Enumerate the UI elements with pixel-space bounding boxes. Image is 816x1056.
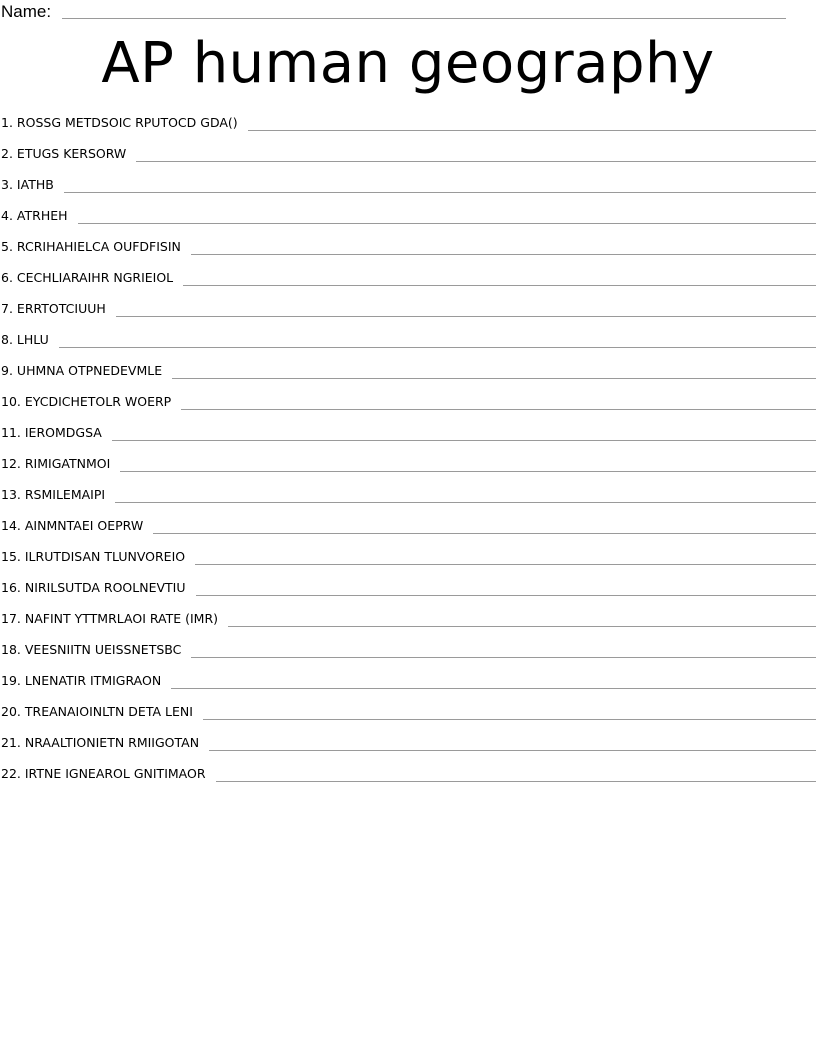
answer-line[interactable] — [196, 575, 816, 596]
scrambled-word — [0, 761, 216, 787]
name-row — [0, 0, 816, 22]
item-number: 18. — [1, 642, 21, 657]
item-scramble: AINMNTAEI OEPRW — [24, 518, 144, 533]
item-scramble: UHMNA OTPNEDEVMLE — [16, 363, 163, 378]
item-number: 1. — [1, 115, 13, 130]
item-scramble: IATHB — [16, 177, 54, 192]
answer-line[interactable] — [191, 234, 816, 255]
name-field-line[interactable] — [62, 18, 786, 19]
item-number: 13. — [1, 487, 21, 502]
answer-line[interactable] — [171, 668, 816, 689]
item-scramble: LHLU — [16, 332, 49, 347]
item-number: 17. — [1, 611, 21, 626]
answer-line[interactable] — [64, 172, 816, 193]
scrambled-word — [0, 668, 171, 694]
list-item — [0, 451, 816, 482]
item-number: 5. — [1, 239, 13, 254]
item-number: 9. — [1, 363, 13, 378]
answer-line[interactable] — [203, 699, 816, 720]
scrambled-word — [0, 358, 172, 384]
scrambled-word — [0, 110, 248, 136]
item-number: 6. — [1, 270, 13, 285]
item-scramble: CECHLIARAIHR NGRIEIOL — [16, 270, 174, 285]
scrambled-word — [0, 575, 196, 601]
scrambled-word — [0, 482, 115, 508]
list-item — [0, 699, 816, 730]
list-item — [0, 482, 816, 513]
item-scramble: ATRHEH — [16, 208, 68, 223]
scrambled-word — [0, 544, 195, 570]
item-scramble: ILRUTDISAN TLUNVOREIO — [24, 549, 186, 564]
item-number: 21. — [1, 735, 21, 750]
answer-line[interactable] — [115, 482, 816, 503]
list-item — [0, 544, 816, 575]
scrambled-word — [0, 513, 153, 539]
item-number: 11. — [1, 425, 21, 440]
item-scramble: RCRIHAHIELCA OUFDFISIN — [16, 239, 181, 254]
scrambled-word — [0, 730, 209, 756]
scrambled-word — [0, 606, 228, 632]
scrambled-word — [0, 296, 116, 322]
answer-line[interactable] — [228, 606, 816, 627]
item-number: 14. — [1, 518, 21, 533]
item-scramble: ROSSG METDSOIC RPUTOCD GDA() — [16, 115, 238, 130]
item-number: 8. — [1, 332, 13, 347]
item-number: 10. — [1, 394, 21, 409]
answer-line[interactable] — [191, 637, 816, 658]
list-item — [0, 761, 816, 792]
scrambled-word — [0, 234, 191, 260]
item-scramble: VEESNIITN UEISSNETSBC — [24, 642, 182, 657]
item-scramble: RIMIGATNMOI — [24, 456, 111, 471]
list-item — [0, 110, 816, 141]
word-scramble-list — [0, 110, 816, 792]
worksheet-title: AP human geography — [101, 31, 715, 96]
scrambled-word — [0, 451, 120, 477]
item-number: 20. — [1, 704, 21, 719]
answer-line[interactable] — [78, 203, 816, 224]
item-scramble: NRAALTIONIETN RMIIGOTAN — [24, 735, 200, 750]
scrambled-word — [0, 265, 183, 291]
list-item — [0, 296, 816, 327]
scrambled-word — [0, 637, 191, 663]
answer-line[interactable] — [116, 296, 816, 317]
scrambled-word — [0, 141, 136, 167]
scrambled-word — [0, 420, 112, 446]
answer-line[interactable] — [248, 110, 816, 131]
item-scramble: IRTNE IGNEAROL GNITIMAOR — [24, 766, 206, 781]
answer-line[interactable] — [183, 265, 816, 286]
list-item — [0, 234, 816, 265]
scrambled-word — [0, 327, 59, 353]
list-item — [0, 172, 816, 203]
item-scramble: ERRTOTCIUUH — [16, 301, 106, 316]
answer-line[interactable] — [153, 513, 816, 534]
answer-line[interactable] — [172, 358, 816, 379]
answer-line[interactable] — [120, 451, 816, 472]
item-scramble: TREANAIOINLTN DETA LENI — [24, 704, 193, 719]
item-scramble: NAFINT YTTMRLAOI RATE (IMR) — [24, 611, 219, 626]
item-number: 15. — [1, 549, 21, 564]
answer-line[interactable] — [59, 327, 816, 348]
list-item — [0, 265, 816, 296]
item-number: 7. — [1, 301, 13, 316]
answer-line[interactable] — [136, 141, 816, 162]
item-number: 12. — [1, 456, 21, 471]
item-scramble: LNENATIR ITMIGRAON — [24, 673, 162, 688]
list-item — [0, 606, 816, 637]
answer-line[interactable] — [216, 761, 816, 782]
list-item — [0, 141, 816, 172]
answer-line[interactable] — [112, 420, 816, 441]
list-item — [0, 730, 816, 761]
scrambled-word — [0, 389, 181, 415]
name-label: Name: — [1, 2, 52, 21]
item-number: 4. — [1, 208, 13, 223]
list-item — [0, 513, 816, 544]
list-item — [0, 668, 816, 699]
list-item — [0, 203, 816, 234]
answer-line[interactable] — [181, 389, 816, 410]
list-item — [0, 358, 816, 389]
list-item — [0, 637, 816, 668]
item-number: 16. — [1, 580, 21, 595]
item-number: 3. — [1, 177, 13, 192]
list-item — [0, 575, 816, 606]
list-item — [0, 389, 816, 420]
item-scramble: NIRILSUTDA ROOLNEVTIU — [24, 580, 186, 595]
item-scramble: IEROMDGSA — [24, 425, 102, 440]
item-number: 19. — [1, 673, 21, 688]
item-scramble: EYCDICHETOLR WOERP — [24, 394, 172, 409]
item-number: 22. — [1, 766, 21, 781]
item-number: 2. — [1, 146, 13, 161]
item-scramble: RSMILEMAIPI — [24, 487, 106, 502]
answer-line[interactable] — [195, 544, 816, 565]
scrambled-word — [0, 699, 203, 725]
scrambled-word — [0, 203, 78, 229]
answer-line[interactable] — [209, 730, 816, 751]
list-item — [0, 420, 816, 451]
list-item — [0, 327, 816, 358]
scrambled-word — [0, 172, 64, 198]
item-scramble: ETUGS KERSORW — [16, 146, 127, 161]
